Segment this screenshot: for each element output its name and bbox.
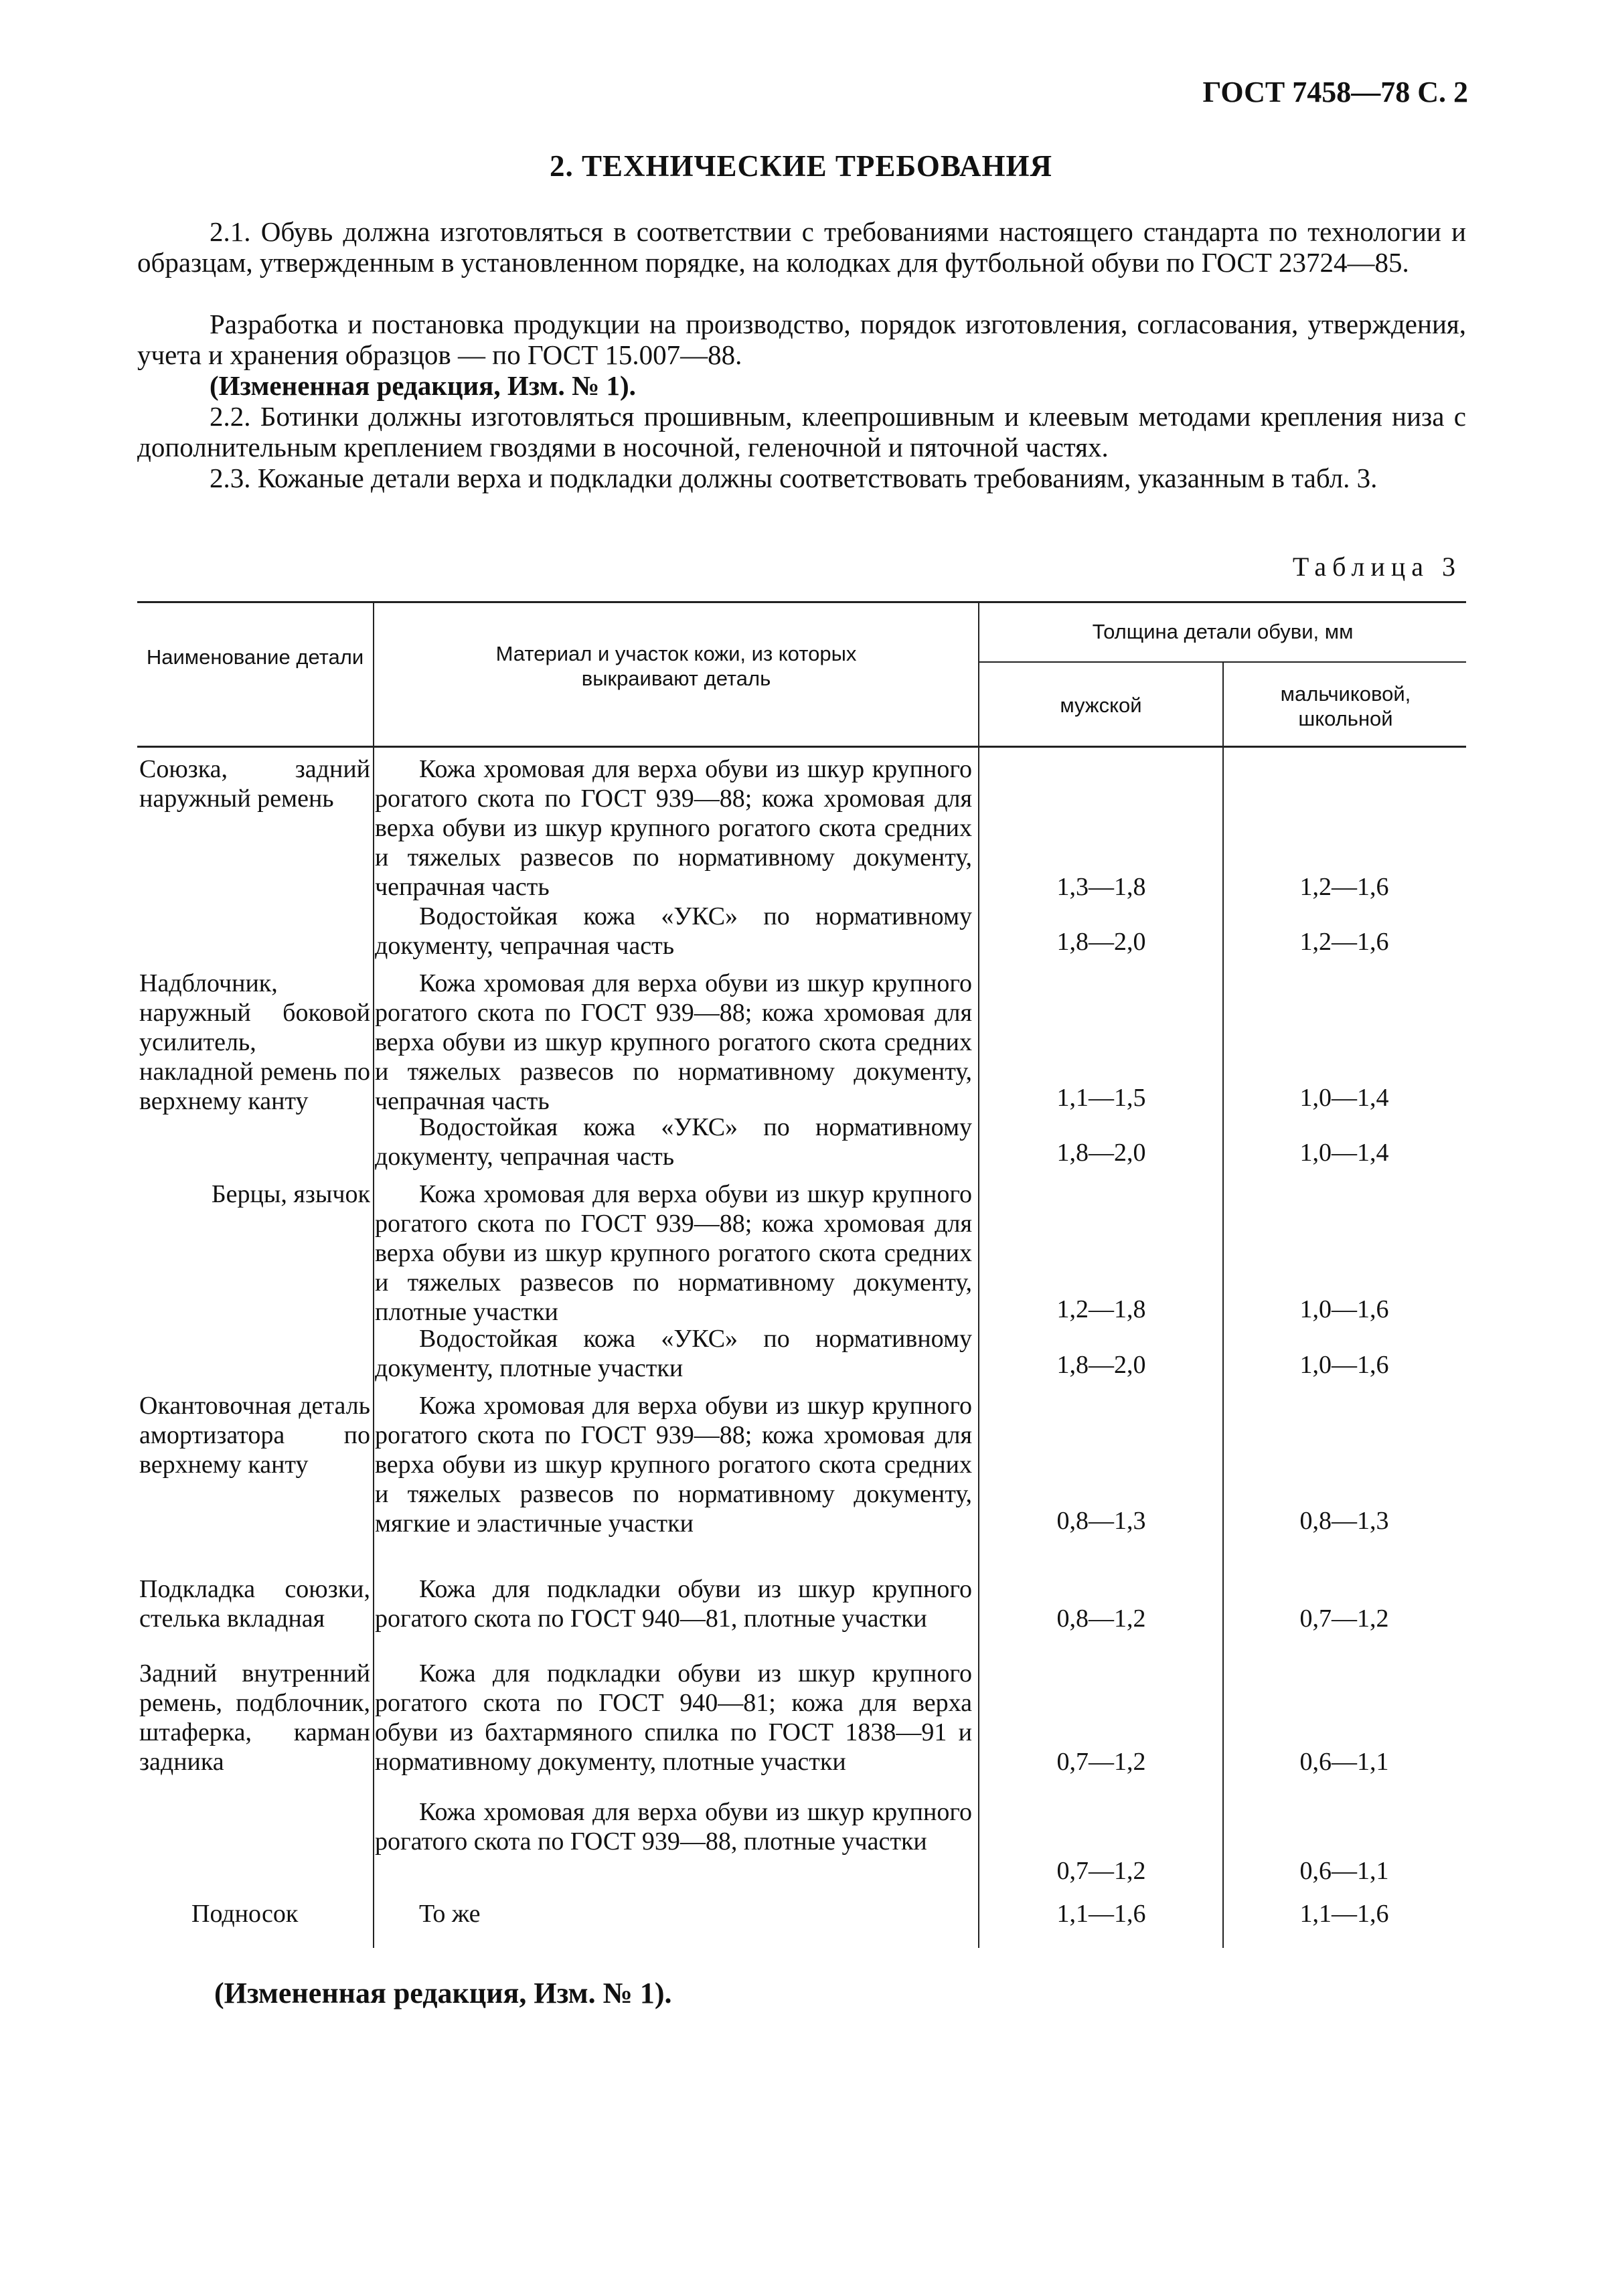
row-1-material-1: Кожа хромовая для верха обуви из шкур крупного рогатого скота по ГОСТ 939—88; кожа хромовая для верха обуви из шкур крупного рогатого скота средних и тяжелых развесов по нормативному документу, чепрачная часть xyxy=(375,755,972,901)
row-1-name: Союзка, задний наружный ремень xyxy=(139,755,370,813)
row-6-boys-1: 0,6—1,1 xyxy=(1299,1748,1389,1776)
row-6-men-1: 0,7—1,2 xyxy=(1056,1748,1146,1776)
row-6-boys-2: 0,6—1,1 xyxy=(1299,1857,1389,1885)
row-6-men-2: 0,7—1,2 xyxy=(1056,1857,1146,1885)
row-4-boys-1: 0,8—1,3 xyxy=(1299,1507,1389,1535)
header-boys: мальчиковой, школьной xyxy=(1280,682,1411,730)
row-1-boys-1: 1,2—1,6 xyxy=(1299,873,1389,901)
column-divider-material xyxy=(978,601,979,1948)
row-6-material-1: Кожа для подкладки обуви из шкур крупного рогатого скота по ГОСТ 940—81; кожа для верха обуви из бахтармяного спилка по ГОСТ 1838—91 и нормативному документу, плотные участки xyxy=(375,1659,972,1776)
row-7-men-1: 1,1—1,6 xyxy=(1056,1900,1146,1928)
row-2-material-1: Кожа хромовая для верха обуви из шкур крупного рогатого скота по ГОСТ 939—88; кожа хромовая для верха обуви из шкур крупного рогатого скота средних и тяжелых развесов по нормативному документу, чепрачная часть xyxy=(375,969,972,1115)
row-5-material-1: Кожа для подкладки обуви из шкур крупного рогатого скота по ГОСТ 940—81, плотные участки xyxy=(375,1575,972,1633)
row-3-material-1: Кожа хромовая для верха обуви из шкур крупного рогатого скота по ГОСТ 939—88; кожа хромовая для верха обуви из шкур крупного рогатого скота средних и тяжелых развесов по нормативному документу, плотные участки xyxy=(375,1180,972,1326)
header-men: мужской xyxy=(1060,693,1142,717)
row-2-name: Надблочник, наружный боковой усилитель, накладной ремень по верхнему канту xyxy=(139,969,370,1115)
row-1-men-1: 1,3—1,8 xyxy=(1056,873,1146,901)
table-caption: Таблица 3 xyxy=(1292,552,1461,582)
row-6-material-2: Кожа хромовая для верха обуви из шкур крупного рогатого скота по ГОСТ 939—88, плотные участки xyxy=(375,1798,972,1856)
row-1-material-2: Водостойкая кожа «УКС» по нормативному документу, чепрачная часть xyxy=(375,902,972,960)
row-7-boys-1: 1,1—1,6 xyxy=(1299,1900,1389,1928)
header-name: Наименование детали xyxy=(146,645,364,669)
row-1-men-2: 1,8—2,0 xyxy=(1056,928,1146,956)
row-4-material-1: Кожа хромовая для верха обуви из шкур крупного рогатого скота по ГОСТ 939—88; кожа хромовая для верха обуви из шкур крупного рогатого скота средних и тяжелых развесов по нормативному документу, мягкие и эластичные участки xyxy=(375,1392,972,1538)
section-title: 2. ТЕХНИЧЕСКИЕ ТРЕБОВАНИЯ xyxy=(549,149,1053,183)
row-5-boys-1: 0,7—1,2 xyxy=(1299,1605,1389,1633)
row-7-material-1: То же xyxy=(419,1900,481,1928)
row-2-boys-1: 1,0—1,4 xyxy=(1299,1084,1389,1112)
table-top-rule xyxy=(137,601,1466,603)
amendment-note: (Измененная редакция, Изм. № 1). xyxy=(210,370,636,401)
row-6-name: Задний внутренний ремень, подблочник, штаферка, карман задника xyxy=(139,1659,370,1776)
row-1-boys-2: 1,2—1,6 xyxy=(1299,928,1389,956)
paragraph-2-3: 2.3. Кожаные детали верха и подкладки должны соответствовать требованиям, указанным в табл. 3. xyxy=(210,463,1378,493)
row-3-men-2: 1,8—2,0 xyxy=(1056,1351,1146,1379)
row-3-boys-1: 1,0—1,6 xyxy=(1299,1295,1389,1323)
row-3-name: Берцы, язычок xyxy=(211,1180,370,1208)
paragraph-2-1: 2.1. Обувь должна изготовляться в соответствии с требованиями настоящего стандарта по технологии и образцам, утвержденным в установленном порядке, на колодках для футбольной обуви по ГОСТ 23724—85. xyxy=(137,216,1466,278)
row-2-men-1: 1,1—1,5 xyxy=(1056,1084,1146,1112)
paragraph-2-2: 2.2. Ботинки должны изготовляться прошивным, клеепрошивным и клеевым методами крепления низа с дополнительным креплением гвоздями в носочной, геленочной и пяточной частях. xyxy=(137,401,1466,463)
row-4-men-1: 0,8—1,3 xyxy=(1056,1507,1146,1535)
paragraph-development: Разработка и постановка продукции на производство, порядок изготовления, согласования, утверждения, учета и хранения образцов — по ГОСТ 15.007—88. xyxy=(137,309,1466,370)
row-3-material-2: Водостойкая кожа «УКС» по нормативному документу, плотные участки xyxy=(375,1325,972,1382)
footer-amendment-note: (Измененная редакция, Изм. № 1). xyxy=(214,1977,672,2010)
row-2-material-2: Водостойкая кожа «УКС» по нормативному документу, чепрачная часть xyxy=(375,1113,972,1171)
header-thickness: Толщина детали обуви, мм xyxy=(1092,620,1354,643)
row-4-name: Окантовочная деталь амортизатора по верхнему канту xyxy=(139,1392,370,1479)
row-5-men-1: 0,8—1,2 xyxy=(1056,1605,1146,1633)
column-divider-name xyxy=(373,601,374,1948)
header-bottom-rule xyxy=(137,746,1466,748)
row-3-boys-2: 1,0—1,6 xyxy=(1299,1351,1389,1379)
row-3-men-1: 1,2—1,8 xyxy=(1056,1295,1146,1323)
document-header: ГОСТ 7458—78 С. 2 xyxy=(1202,76,1468,108)
row-2-boys-2: 1,0—1,4 xyxy=(1299,1139,1389,1167)
row-2-men-2: 1,8—2,0 xyxy=(1056,1139,1146,1167)
row-5-name: Подкладка союзки, стелька вкладная xyxy=(139,1575,370,1633)
row-7-name: Подносок xyxy=(191,1900,299,1928)
header-material: Материал и участок кожи, из которых выкраивают деталь xyxy=(495,642,857,690)
